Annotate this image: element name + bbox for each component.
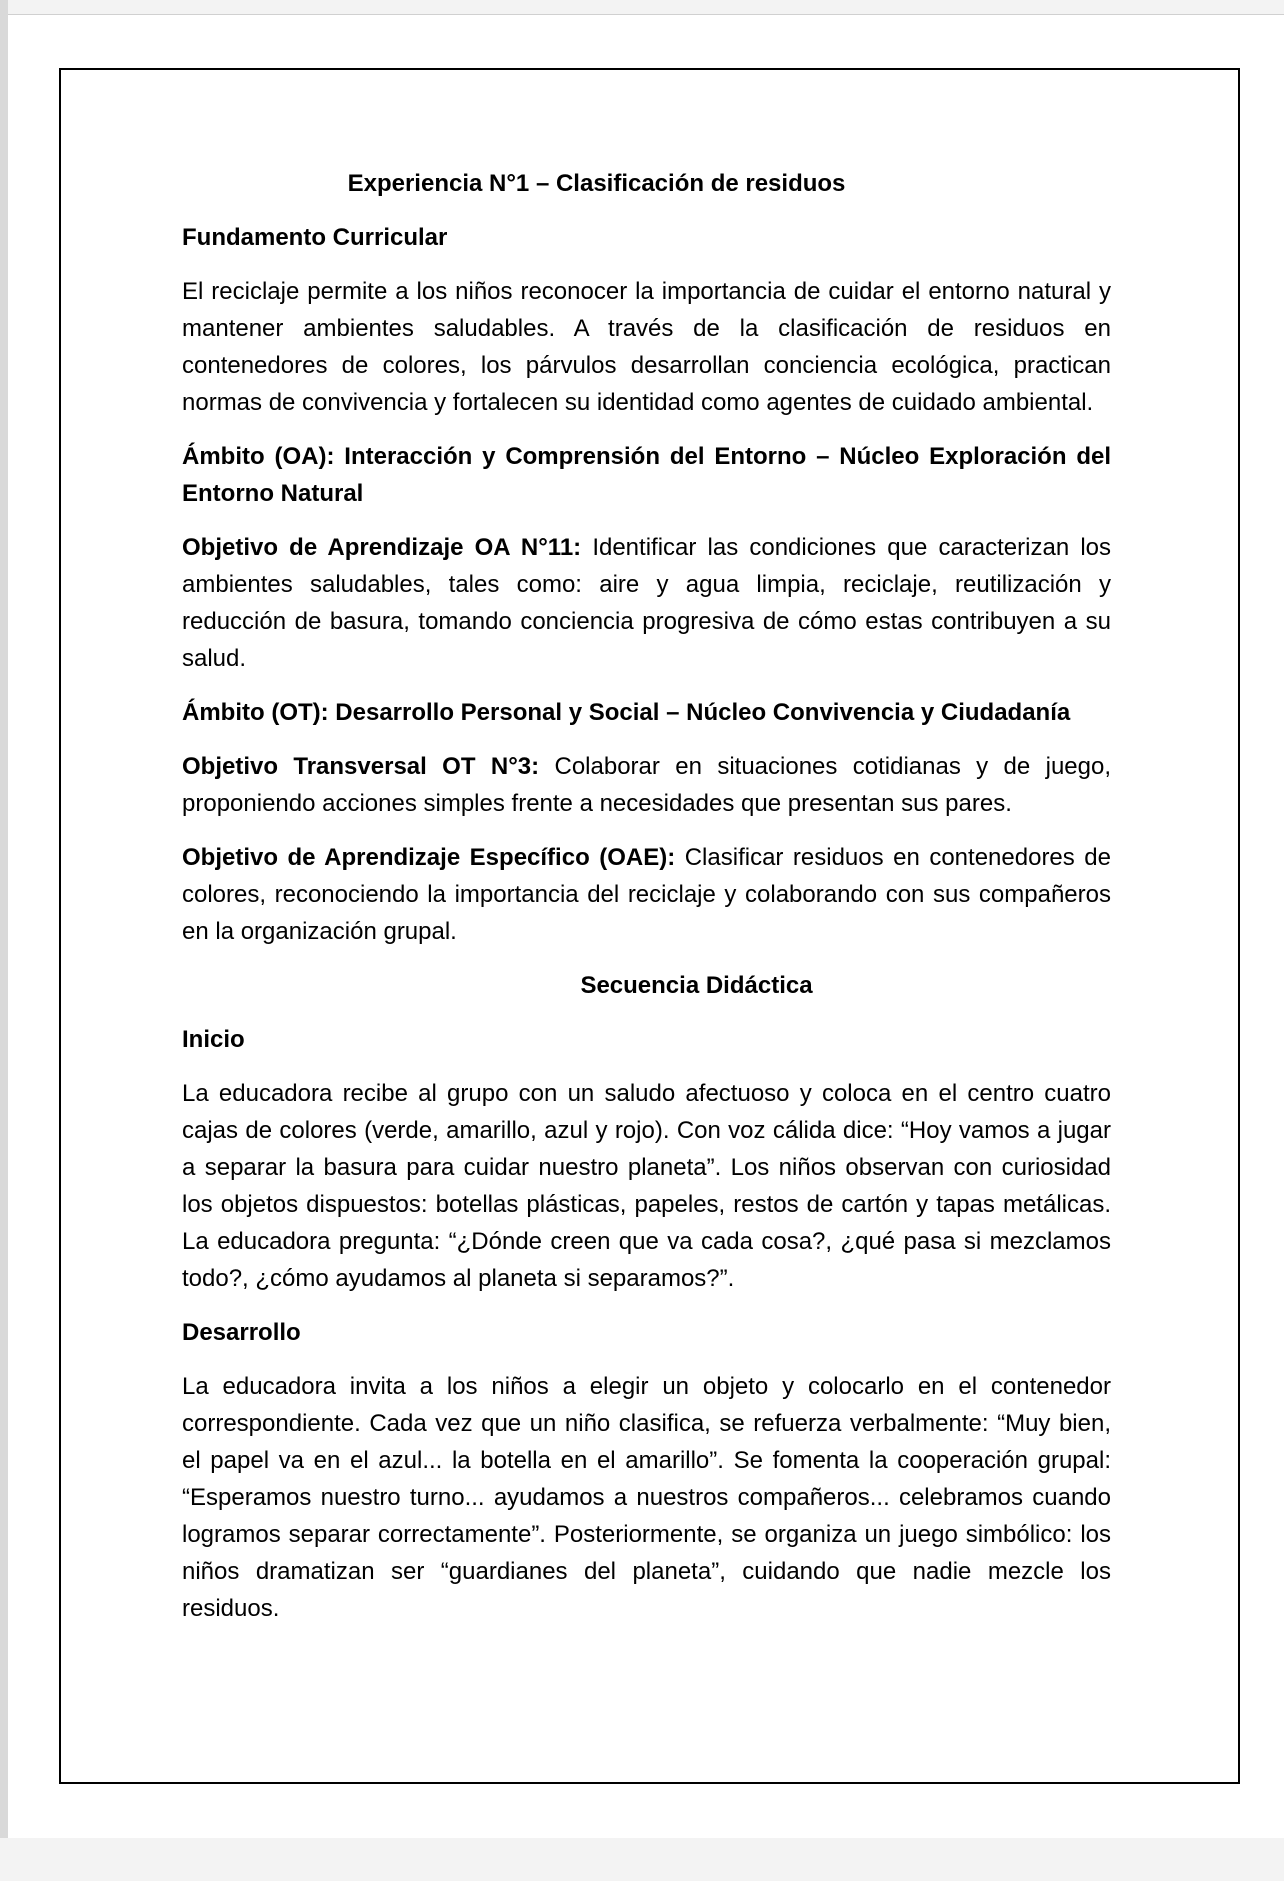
- desarrollo-heading: Desarrollo: [182, 1319, 301, 1346]
- ot-text: Colaborar en situaciones cotidianas y de juego, proponiendo acciones simples frente a necesidades que presentan sus pares.: [182, 753, 1112, 817]
- ambito-oa-heading: Ámbito (OA): Interacción y Comprensión del Entorno – Núcleo Exploración del Entorno Natural: [182, 443, 1111, 507]
- viewer-left-edge: [0, 0, 8, 1881]
- oa-label: Objetivo de Aprendizaje OA N°11:: [182, 534, 582, 561]
- inicio-heading: Inicio: [182, 1026, 245, 1053]
- secuencia-heading: Secuencia Didáctica: [580, 972, 813, 999]
- oae-label: Objetivo de Aprendizaje Específico (OAE):: [182, 844, 676, 871]
- desarrollo-paragraph: La educadora invita a los niños a elegir un objeto y colocarlo en el contenedor correspondiente. Cada vez que un niño clasifica, se refuerza verbalmente: “Muy bien, el papel va en el azul... la botella en el amarillo”. Se fomenta la cooperación grupal: “Esperamos nuestro turno... ayudamos a nuestros compañeros... celebramos cuando logramos separar correctamente”. Posteriormente, se organiza un juego simbólico: los niños dramatizan ser “guardianes del planeta”, cuidando que nadie mezcle los residuos.: [182, 1373, 1111, 1622]
- ot-paragraph: [182, 748, 1111, 822]
- document-content: [182, 165, 1111, 1644]
- viewer-bottom-gap: [0, 1838, 1284, 1881]
- fundamento-heading: Fundamento Curricular: [182, 224, 448, 251]
- fundamento-paragraph: El reciclaje permite a los niños reconocer la importancia de cuidar el entorno natural y mantener ambientes saludables. A través de la clasificación de residuos en contenedores de colores, los párvulos desarrollan conciencia ecológica, practican normas de convivencia y fortalecen su identidad como agentes de cuidado ambiental.: [182, 278, 1111, 416]
- ambito-ot-heading: Ámbito (OT): Desarrollo Personal y Social – Núcleo Convivencia y Ciudadanía: [182, 699, 1071, 726]
- document-title: Experiencia N°1 – Clasificación de residuos: [347, 170, 846, 197]
- oae-text: Clasificar residuos en contenedores de colores, reconociendo la importancia del reciclaje y colaborando con sus compañeros en la organización grupal.: [182, 844, 1111, 945]
- oa-paragraph: [182, 529, 1111, 677]
- oae-paragraph: [182, 839, 1111, 950]
- inicio-paragraph: La educadora recibe al grupo con un saludo afectuoso y coloca en el centro cuatro cajas de colores (verde, amarillo, azul y rojo). Con voz cálida dice: “Hoy vamos a jugar a separar la basura para cuidar nuestro planeta”. Los niños observan con curiosidad los objetos dispuestos: botellas plásticas, papeles, restos de cartón y tapas metálicas. La educadora pregunta: “¿Dónde creen que va cada cosa?, ¿qué pasa si mezclamos todo?, ¿cómo ayudamos al planeta si separamos?”.: [182, 1080, 1111, 1292]
- ot-label: Objetivo Transversal OT N°3:: [182, 753, 540, 780]
- oa-text: Identificar las condiciones que caracterizan los ambientes saludables, tales como: aire y agua limpia, reciclaje, reutilización y reducción de basura, tomando conciencia progresiva de cómo estas contribuyen a su salud.: [182, 534, 1112, 672]
